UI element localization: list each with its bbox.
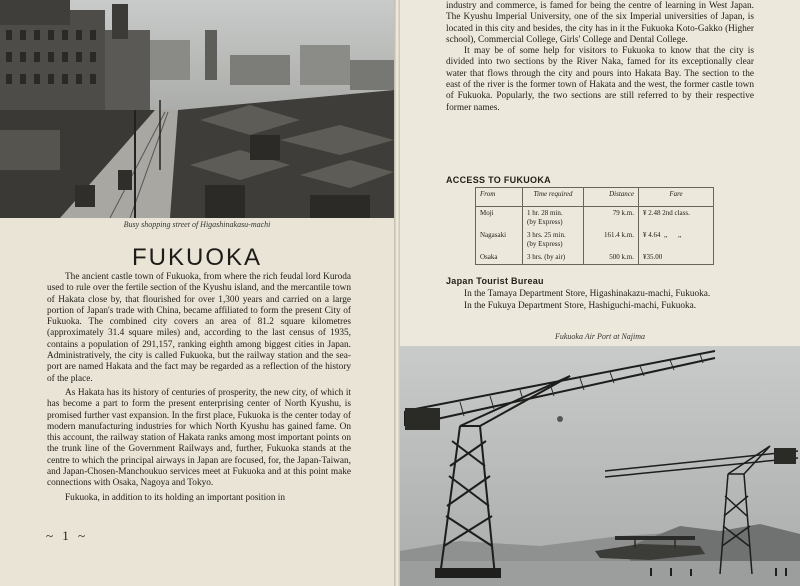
column-header: Fare <box>639 188 714 207</box>
column-header: Time required <box>523 188 584 207</box>
table-cell: Moji <box>476 207 523 230</box>
table-cell: 3 hrs. (by air) <box>523 251 584 265</box>
table-cell: 3 hrs. 25 min. (by Express) <box>523 229 584 251</box>
right-page <box>400 0 800 586</box>
page-title: FUKUOKA <box>131 244 262 271</box>
table-cell: 1 hr. 28 min. (by Express) <box>523 207 584 230</box>
table-row <box>476 229 714 251</box>
bureau-address: In the Fukuya Department Store, Hashiguchi-machi, Fukuoka. <box>464 301 697 311</box>
bureau-heading: Japan Tourist Bureau <box>446 276 544 286</box>
right-body-text <box>446 1 754 114</box>
paragraph: Fukuoka, in addition to its holding an important position in <box>65 492 286 503</box>
paragraph: As Hakata has its history of centuries of prosperity, the new city, of which it has become a part to form the present enterprising center of North Kyushu, is promised further vast expansion. In the first place, Fukuoka is the center today of modern manufacturing industries for which North Kyushu has gained fame. On this account, the railway station of Hakata ranks among most important points on the trunk line of the Government Railways and, further, Fukuoka stands at the centre to which the principal airways in Japan are focused, for, the Japan-Taiwan, and Japan-Chosen-Manchoukuo services meet at Fukuoka and at this point make connections with Osaka, Nagoya and Tokyo. <box>47 387 351 489</box>
table-cell: ¥ 4.64 ,, ,, <box>639 229 714 251</box>
left-body-text <box>47 272 351 507</box>
paragraph: The ancient castle town of Fukuoka, from where the rich feudal lord Kuroda used to rule over the fertile section of the Kyushu island, and the mercantile town of Hakata close by, that flourished for over 1,300 years and carried on a large portion of Japan's trade with China, became affiliated to form the present City of Fukuoka. The combined city covers an area of 81.2 square kilometres (approximately 31.4 square miles) and, according to the last census of 1935, contains a population of 291,157, ranking eighth among biggest cities in Japan. Administratively, the city is called Fukuoka, but the railway station and the sea-port are named Hakata and the fact may be regarded as a reflection of the history of the place. <box>47 272 351 384</box>
airport-photo <box>400 346 800 586</box>
paragraph: industry and commerce, is famed for being the centre of learning in West Japan. The Kyushu Imperial University, one of the six Imperial universities of Japan, is located in this city and besides, the city has in it the Fukuoka Koto-Gakko (Higher school), Commercial College, Girls' College and Dental College. <box>446 1 754 45</box>
table-cell: Nagasaki <box>476 229 523 251</box>
table-row <box>476 251 714 265</box>
table-header-row <box>476 188 714 207</box>
table-cell: 161.4 k.m. <box>584 229 639 251</box>
column-header: Distance <box>584 188 639 207</box>
access-heading: ACCESS TO FUKUOKA <box>446 175 551 185</box>
table-cell: ¥35.00 <box>639 251 714 265</box>
column-header: From <box>476 188 523 207</box>
bureau-address: In the Tamaya Department Store, Higashinakazu-machi, Fukuoka. <box>464 289 711 299</box>
table-cell: 500 k.m. <box>584 251 639 265</box>
table-cell: Osaka <box>476 251 523 265</box>
table-cell: ¥ 2.48 2nd class. <box>639 207 714 230</box>
paragraph: It may be of some help for visitors to Fukuoka to know that the city is divided into two sections by the River Naka, famed for its exceptionally clear water that flows through the city and pours into Hakata Bay. The section to the east of the river is the former town of Hakata and the west, the former castle town of Fukuoka. Popularly, the two sections are still referred to by their respective former names. <box>446 46 754 113</box>
access-table <box>475 187 714 265</box>
page-number: ~ 1 ~ <box>46 528 89 543</box>
table-cell: 79 k.m. <box>584 207 639 230</box>
airport-photo-caption: Fukuoka Air Port at Najima <box>554 332 646 341</box>
street-photo-caption: Busy shopping street of Higashinakasu-machi <box>123 220 271 229</box>
street-photo <box>0 0 394 218</box>
table-row <box>476 207 714 230</box>
bureau-addresses <box>464 288 710 312</box>
left-page <box>0 0 394 586</box>
